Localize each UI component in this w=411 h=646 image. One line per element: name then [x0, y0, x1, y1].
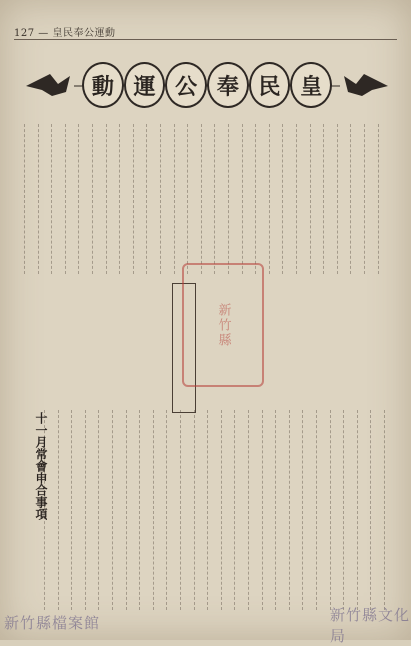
text-column — [350, 124, 359, 274]
text-column — [262, 410, 271, 610]
text-column — [370, 410, 379, 610]
running-header: 127 — 皇民奉公運動 — [14, 28, 116, 39]
text-column — [337, 124, 346, 274]
text-column — [98, 410, 107, 610]
text-column — [85, 410, 94, 610]
text-column — [357, 410, 366, 610]
text-column — [106, 124, 115, 274]
text-column — [207, 410, 216, 610]
text-column — [316, 410, 325, 610]
text-column — [119, 124, 128, 274]
text-column — [38, 124, 47, 274]
text-column — [221, 410, 230, 610]
title-char: 運 — [124, 62, 166, 108]
text-column — [112, 410, 121, 610]
text-column — [146, 124, 155, 274]
text-column — [296, 124, 305, 274]
text-column — [228, 124, 237, 274]
text-column — [275, 410, 284, 610]
text-column — [302, 410, 311, 610]
title-char: 皇 — [290, 62, 332, 108]
text-column — [330, 410, 339, 610]
text-column — [323, 124, 332, 274]
text-column — [174, 124, 183, 274]
text-column — [51, 124, 60, 274]
text-column — [384, 410, 393, 610]
text-column — [153, 410, 162, 610]
banner-title — [82, 62, 332, 106]
text-column — [269, 124, 278, 274]
text-column — [187, 124, 196, 274]
text-column — [194, 410, 203, 610]
text-column — [364, 124, 373, 274]
archive-stamp-left: 新竹縣檔案館 — [4, 614, 101, 632]
text-column — [166, 410, 175, 610]
text-column — [234, 410, 243, 610]
text-column — [65, 124, 74, 274]
text-column — [282, 124, 291, 274]
title-char: 公 — [165, 62, 207, 108]
text-column — [180, 410, 189, 610]
text-column — [201, 124, 210, 274]
text-column — [289, 410, 298, 610]
text-column — [343, 410, 352, 610]
text-column — [133, 124, 142, 274]
text-column — [310, 124, 319, 274]
text-column — [24, 124, 33, 274]
library-stamp: 新竹縣 — [182, 263, 264, 387]
page-number: 127 — [14, 28, 35, 39]
text-column — [139, 410, 148, 610]
title-char: 民 — [249, 62, 291, 108]
text-column — [71, 410, 80, 610]
text-column — [214, 124, 223, 274]
section-heading: 十一月常會申合事項 — [34, 412, 48, 520]
text-column — [92, 124, 101, 274]
header-rule — [14, 39, 397, 40]
title-char: 動 — [82, 62, 124, 108]
text-column — [255, 124, 264, 274]
text-column — [378, 124, 387, 274]
text-column — [248, 410, 257, 610]
archive-stamp-right: 新竹縣文化局 — [330, 606, 411, 645]
text-column — [78, 124, 87, 274]
title-char: 奉 — [207, 62, 249, 108]
text-column — [126, 410, 135, 610]
text-column — [160, 124, 169, 274]
title-banner — [22, 56, 392, 116]
text-column — [58, 410, 67, 610]
running-title: 皇民奉公運動 — [52, 28, 116, 39]
text-column — [242, 124, 251, 274]
